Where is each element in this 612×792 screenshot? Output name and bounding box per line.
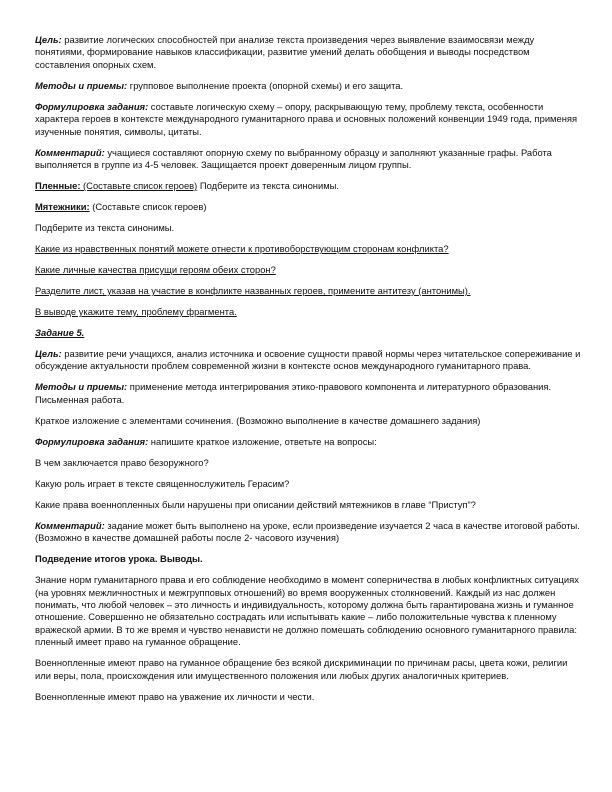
lesson-summary-text: Знание норм гуманитарного права и его соблюдение необходимо в момент соперничества в любых конфликтных ситуациях (на уровнях межличностных и межгрупповых отношений) во время вооруженных столкновений. Каждый из нас должен понимать, что любой человек – это личность и индивидуальность, которому должна быть гарантирована жизнь и гуманное отношение. Совершенно не обязательно сострадать или испытывать какие – либо положительные чувства к пленному вражеской армии. В то же время и чувство ненависти не должно помешать соблюдению основного гуманитарного правила: пленный имеет право на гуманное обращение. bbox=[35, 574, 579, 648]
pow-respect-text: Военнопленные имеют право на уважение их личности и чести. bbox=[35, 690, 315, 702]
question-personal-qualities: Какие личные качества присущи героям обеих сторон? bbox=[35, 264, 276, 276]
task-formulation-label-2: Формулировка задания: bbox=[35, 435, 149, 447]
comment-text-2: задание может быть выполнено на уроке, если произведение изучается 2 часа в качестве итоговой работы. (Возможно в качестве домашней работы после 2- часового изучения) bbox=[35, 519, 580, 544]
comment-paragraph bbox=[35, 147, 583, 172]
methods-paragraph-2 bbox=[35, 381, 583, 406]
comment-paragraph-2 bbox=[35, 520, 583, 545]
goal-paragraph bbox=[35, 34, 583, 71]
summary-note: Краткое изложение с элементами сочинения. (Возможно выполнение в качестве домашнего задания) bbox=[35, 414, 481, 426]
goal-text: развитие логических способностей при анализе текста произведения через выявление взаимосвязи между понятиями, формирование навыков классификации, развитие умений делать обобщения и выводы посредством составления опорных схем. bbox=[35, 34, 535, 70]
goal-text-2: развитие речи учащихся, анализ источника и освоение сущности правой нормы через читательское сопереживание и обсуждение актуальности проблем современной жизни в контексте основ международного гуманитарного права. bbox=[35, 348, 581, 372]
comment-label-2: Комментарий: bbox=[35, 519, 105, 531]
goal-label: Цель: bbox=[35, 34, 62, 45]
lesson-summary-heading: Подведение итогов урока. Выводы. bbox=[35, 553, 203, 565]
task-5-heading: Задание 5. bbox=[35, 327, 85, 339]
question-gerasim-role: Какую роль играет в тексте священнослужитель Герасим? bbox=[35, 477, 290, 489]
task-formulation-text: составьте логическую схему – опору, раскрывающую тему, проблему текста, особенности характера героев в контексте международного гуманитарного права и основных положений конвенции 1949 года, применяя изученные понятия, символы, цитаты. bbox=[35, 100, 578, 137]
comment-label: Комментарий: bbox=[35, 146, 105, 158]
prisoners-paragraph bbox=[35, 180, 583, 192]
comment-text: учащиеся составляют опорную схему по выбранному образцу и заполняют указанные графы. Работа выполняется в группе из 4-5 человек. Защищается проект доверенным лицом группы. bbox=[35, 146, 552, 171]
task-formulation-paragraph bbox=[35, 101, 583, 138]
methods-text: групповое выполнение проекта (опорной схемы) и его защита. bbox=[127, 79, 404, 91]
question-pow-rights: Какие права военнопленных были нарушены при описании действий мятежников в главе “Приступ”? bbox=[35, 498, 476, 510]
prisoners-label: Пленные: bbox=[35, 180, 81, 192]
methods-text-2: применение метода интегрирования этико-правового компонента и литературного образования. Письменная работа. bbox=[35, 381, 552, 405]
question-unarmed-right: В чем заключается право безоружного? bbox=[35, 456, 209, 468]
question-moral-concepts: Какие из нравственных понятий можете отнести к противоборствующим сторонам конфликта? bbox=[35, 243, 449, 255]
methods-label-2: Методы и приемы: bbox=[35, 381, 128, 393]
prisoners-text: Подберите из текста синонимы. bbox=[197, 180, 339, 192]
task-formulation-label: Формулировка задания: bbox=[35, 100, 149, 112]
rebels-text: (Составьте список героев) bbox=[89, 201, 207, 213]
goal-label-2: Цель: bbox=[35, 348, 62, 360]
document-content bbox=[35, 34, 583, 712]
task-formulation-paragraph-2 bbox=[35, 436, 583, 448]
prisoners-underlined-text: (Составьте список героев) bbox=[80, 180, 198, 192]
instruction-conclusion: В выводе укажите тему, проблему фрагмента. bbox=[35, 306, 237, 318]
methods-paragraph bbox=[35, 80, 583, 92]
rebels-label: Мятежники: bbox=[35, 201, 90, 213]
methods-label: Методы и приемы: bbox=[35, 79, 128, 91]
goal-paragraph-2 bbox=[35, 348, 583, 373]
instruction-divide-sheet: Разделите лист, указав на участие в конфликте названных героев, примените антитезу (антонимы). bbox=[35, 285, 471, 297]
task-formulation-text-2: напишите краткое изложение, ответьте на вопросы: bbox=[148, 435, 377, 447]
rebels-paragraph bbox=[35, 201, 583, 213]
synonyms-instruction: Подберите из текста синонимы. bbox=[35, 222, 175, 234]
pow-humane-treatment-text: Военнопленные имеют право на гуманное обращение без всякой дискриминации по причинам расы, цвета кожи, религии или веры, пола, происхождения или имущественного положения или любых других аналогичных критериев. bbox=[35, 657, 568, 681]
